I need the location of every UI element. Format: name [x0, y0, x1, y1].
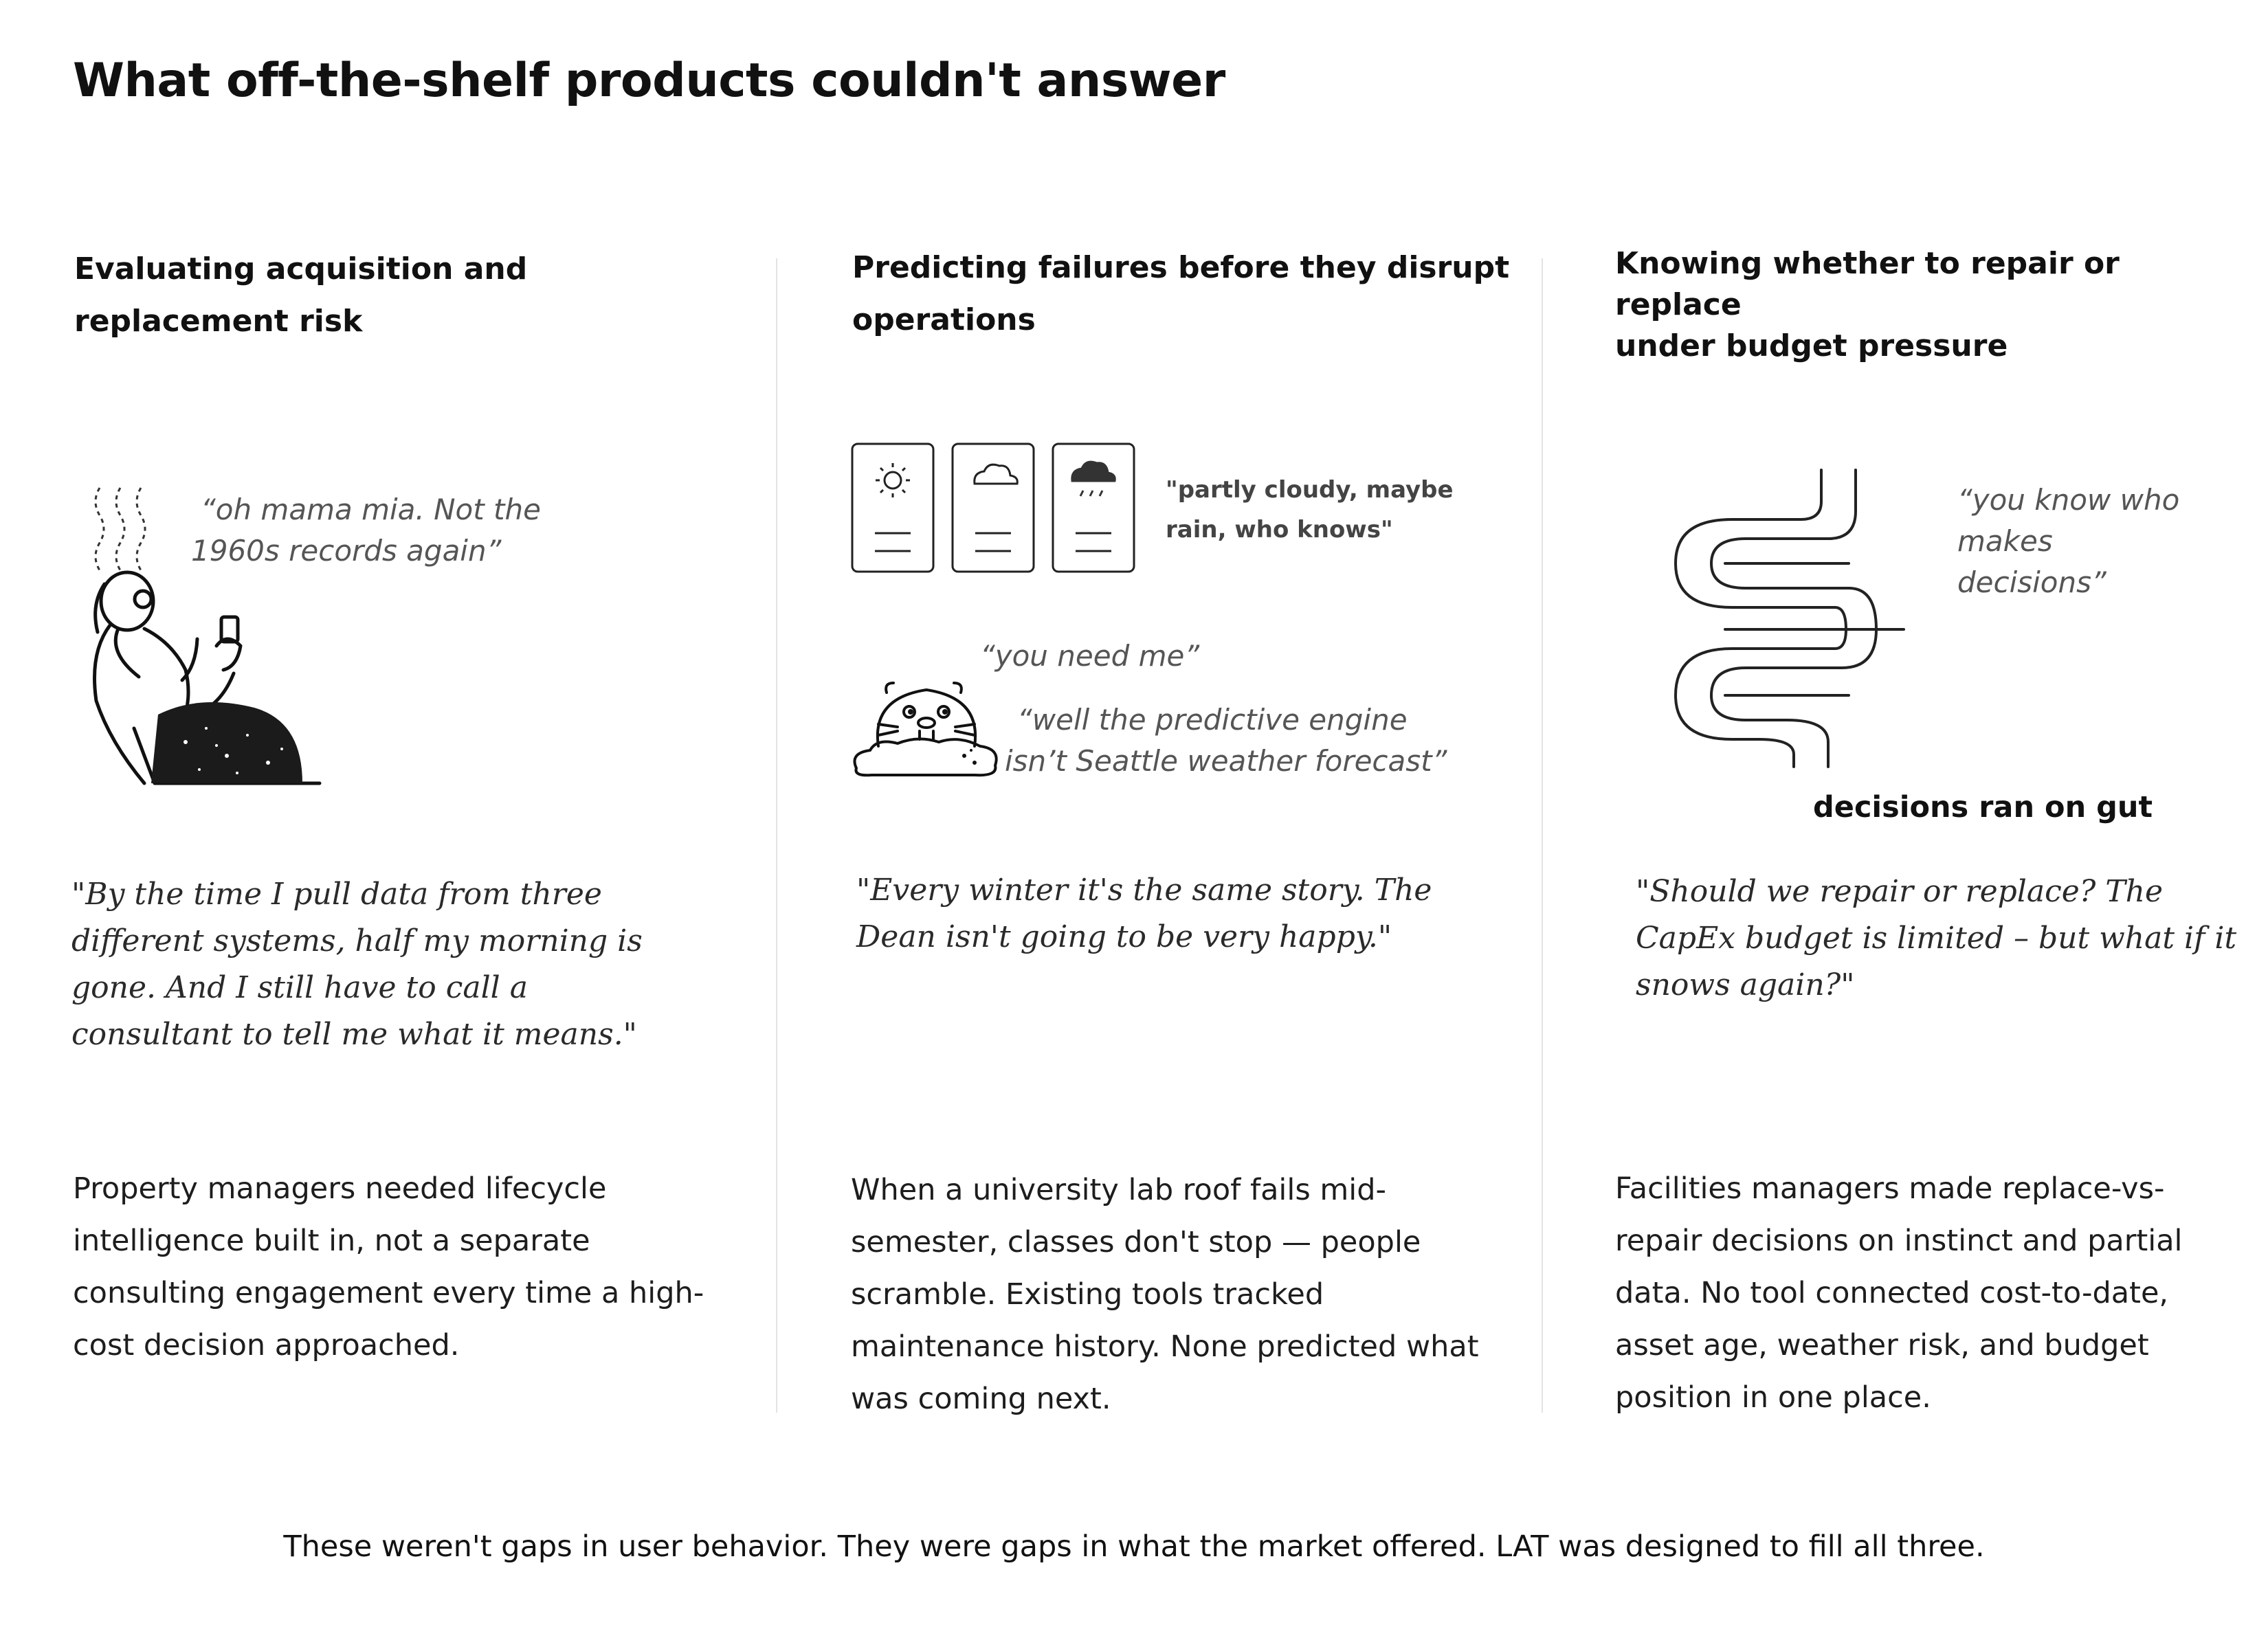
engine-quote — [1005, 699, 1447, 782]
column-divider-2 — [1542, 258, 1543, 1413]
groundhog-illustration — [851, 665, 1002, 782]
forecast-quote-line1: "partly cloudy, maybe — [1166, 476, 1454, 504]
forecast-quote — [1166, 470, 1454, 550]
gut-quote-line3: decisions” — [1957, 565, 2106, 599]
user-quote: "By the time I pull data from three different systems, half my morning is gone. And I still have to call a consultant to tell me what it means." — [71, 877, 643, 1052]
column-heading — [74, 243, 693, 348]
gut-quote — [1957, 480, 2179, 603]
engine-quote-line2: isn’t Seattle weather forecast” — [1005, 744, 1447, 778]
groundhog-quote: “you need me” — [980, 639, 1200, 673]
column-heading-line2: replacement risk — [74, 304, 363, 339]
column-heading — [852, 242, 1526, 346]
column-heading — [1615, 243, 2234, 367]
column-divider-1 — [776, 258, 777, 1413]
column-heading-line2: operations — [852, 302, 1036, 337]
gut-quote-line2: makes — [1957, 524, 2053, 558]
illustration-quote-line1: “oh mama mia. Not the — [201, 493, 541, 526]
column-body: When a university lab roof fails mid-semester, classes don't stop — people scramble. Existing tools tracked maintenance history. None predicted what was coming next. — [851, 1173, 1479, 1416]
user-quote: "Should we repair or replace? The CapEx budget is limited – but what if it snows again?" — [1636, 874, 2237, 1002]
page-footer: These weren't gaps in user behavior. They were gaps in what the market offered. LAT was designed to fill all three. — [283, 1529, 1985, 1564]
gut-illustration — [1643, 467, 1945, 770]
illustration-quote — [191, 489, 541, 572]
column-heading-line2: under budget pressure — [1615, 328, 2008, 363]
rain-cloud-icon — [1072, 462, 1115, 496]
user-quote: "Every winter it's the same story. The Dean isn't going to be very happy." — [856, 873, 1432, 954]
column-heading-line1: Predicting failures before they disrupt — [852, 250, 1510, 285]
sun-icon — [876, 463, 910, 497]
column-body: Property managers needed lifecycle intelligence built in, not a separate consulting engagement every time a high-cost decision approached. — [73, 1171, 704, 1362]
weather-forecast-cards — [851, 442, 1139, 573]
gut-caption: decisions ran on gut — [1813, 790, 2153, 824]
gut-quote-line1: “you know who — [1957, 483, 2180, 517]
cloud-icon — [975, 464, 1018, 484]
page-title: What off-the-shelf products couldn't answer — [73, 54, 1225, 108]
column-heading-line1: Evaluating acquisition and — [74, 251, 528, 287]
column-heading-line1: Knowing whether to repair or replace — [1615, 246, 2120, 322]
forecast-quote-line2: rain, who knows" — [1166, 516, 1393, 543]
illustration-quote-line2: 1960s records again” — [191, 534, 502, 568]
column-body: Facilities managers made replace-vs-repair decisions on instinct and partial data. No tool connected cost-to-date, asset age, weather risk, and budget position in one place. — [1615, 1171, 2183, 1415]
engine-quote-line1: “well the predictive engine — [1017, 703, 1408, 737]
